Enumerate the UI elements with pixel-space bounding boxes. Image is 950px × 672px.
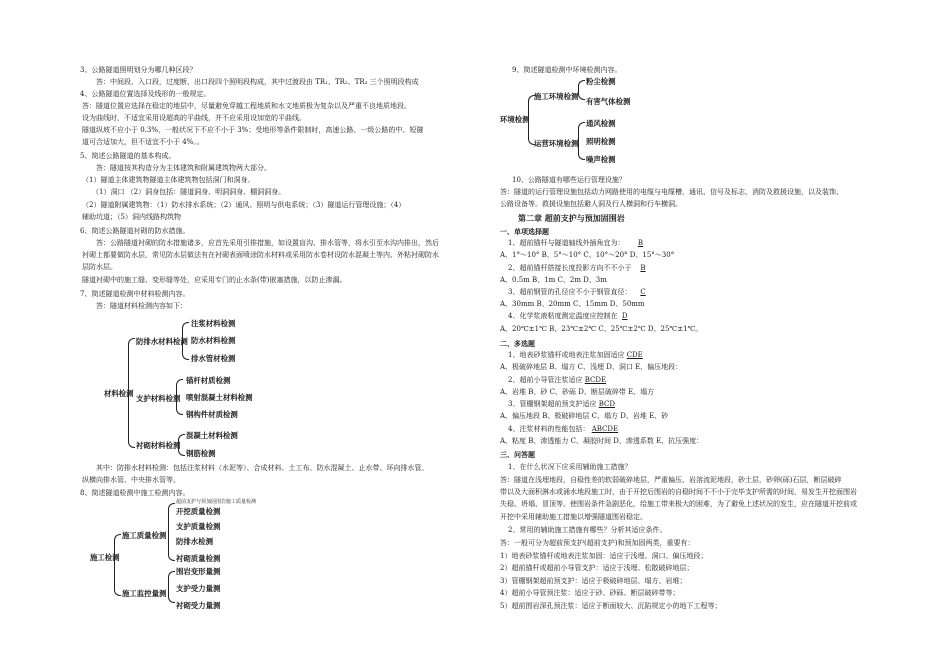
s2-q4-answer: ABCDE	[591, 425, 619, 433]
tree3-group-2: 运营环境检测	[534, 139, 579, 148]
tree3-g2-brace	[578, 122, 585, 160]
tree2-root-brace	[114, 534, 121, 596]
q3-title: 3、公路隧道照明划分为哪几种区段？	[80, 66, 197, 74]
s3-q2-answer-1: 1）地表砂浆锚杆或地表注浆加固：适应于浅埋、洞口、偏压地段；	[500, 552, 708, 560]
s1-q4: 4、化学浆液粘度测定温度应控制在 D	[508, 312, 628, 320]
q5-answer-5: 辅助坑道；（5）洞内线路构筑物	[82, 213, 181, 221]
tree2-g2-brace	[168, 571, 175, 603]
tree1-g1-item-3: 排水管材检测	[191, 354, 236, 363]
s2-q3-answer: BCD	[598, 400, 615, 408]
s2-q2-answer: BCDE	[584, 376, 607, 384]
q6-answer-4: 隧道衬砌中的施工缝、变形缝等处，应采用专门的止水条(带)嵌塞措施，以防止渗漏。	[82, 276, 347, 284]
tree2-g2-item-1: 围岩变形量测	[176, 567, 221, 576]
q10-title: 10、公路隧道有哪些运行管理设施？	[512, 176, 626, 184]
tree1-group-2: 支护材料检测	[136, 394, 181, 403]
tree3-g1-brace	[578, 80, 585, 100]
s2-q4-options: A、粘度 B、渗透能力 C、凝胶时间 D、渗透系数 E、抗压强度：	[500, 437, 704, 445]
s2-q3: 3、管棚钢架超前预支护适应 BCD	[508, 400, 615, 408]
q10-answer-2: 公路设备等。救援设施包括避人洞及行人横洞和行车横洞。	[500, 200, 682, 208]
tree1-g3-brace	[178, 434, 185, 456]
q7-answer: 答：隧道材料检测内容如下：	[96, 302, 187, 310]
s1-q1-options: A、1°～10° B、5°～10° C、10°～20° D、15°～30°	[500, 251, 675, 259]
s3-q1: 1、在什么状况下应采用辅助施工措施？	[508, 463, 632, 471]
tree1-root-brace	[128, 338, 135, 448]
tree2-g1-brace	[168, 503, 175, 561]
tree2-g1-item-2: 开挖质量检测	[176, 507, 221, 516]
s3-q2-answer-3: 3）管棚钢架超前预支护：适应于极破碎地层、塌方、岩堆；	[500, 577, 687, 585]
tree2-g1-item-4: 防排水检测	[176, 537, 213, 546]
tree3-g2-item-2: 照明检测	[586, 137, 616, 146]
s3-q1-answer-2: 带以及大面积淋水或涌水地段施工时，由于开挖后围岩的自稳时间不不小于完毕支护所需的时间，易发生开挖面围岩	[500, 488, 857, 496]
s2-q1-options: A、极破碎地层 B、塌方 C、浅埋 D、洞口 E、偏压地段：	[500, 363, 683, 371]
s1-q2-options: A、0.5m B、1m C、2m D、3m	[500, 276, 607, 284]
s3-q2: 2、常用的辅助施工措施有哪些？分析其适应条件。	[508, 526, 667, 534]
tree1-g2-item-2: 喷射混凝土材料检测	[186, 393, 253, 402]
s3-q1-answer-4: 开挖中采用辅助施工措施以增强隧道围岩稳定。	[500, 513, 647, 521]
tree1-group-1: 防排水材料检测	[136, 337, 188, 346]
q7-title: 7、简述隧道检测中材料检测内容。	[80, 290, 190, 298]
s2-q2: 2、超前小导管注浆适应 BCDE	[508, 376, 607, 384]
s3-q2-answer-4: 4）超前小导管预注浆：适应于砂、砂砾、断层破碎带等；	[500, 589, 680, 597]
s3-q2-answer-2: 2）超前锚杆或超前小导管支护：适应于浅埋、松散破碎地层；	[500, 564, 694, 572]
q5-answer-3: （1）洞口 （2）洞身包括：隧道洞身、明洞洞身、棚洞洞身。	[92, 188, 286, 196]
s1-q3-options: A、30mm B、20mm C、15mm D、50mm	[500, 300, 645, 308]
q9-title: 9、简述隧道检测中环境检测内容。	[512, 66, 622, 74]
tree1-g3-item-1: 混凝土材料检测	[186, 431, 238, 440]
s1-q4-options: A、20℃±1℃ B、23℃±2℃ C、25℃±2℃ D、25℃±1℃。	[500, 325, 703, 333]
s1-q3-answer: C	[640, 288, 646, 296]
tree3-root: 环境检测	[500, 115, 530, 124]
q4-answer-1: 答：隧道位置应选择在稳定的地层中，尽量避免穿越工程地质和水文地质极为复杂以及严重不良地质地段。	[82, 102, 411, 110]
q6-title: 6、简述公路隧道衬砌的防水措施。	[80, 227, 190, 235]
q7-note-1: 其中：防排水材料检测：包括注浆材料（水泥等）、合成材料、土工布、防水混凝土、止水带、环向排水管、	[96, 464, 429, 472]
s3-q1-answer-3: 失稳、坍塌、冒顶等。使围岩条件急剧恶化，给施工带来极大的困难，为了避免上述状况的发生，应在隧道开挖前或	[500, 500, 857, 508]
section-qa: 三、问答题	[500, 450, 535, 459]
q4-answer-2: 设为曲线时，不适宜采用设超高的平曲线，并不应采用设加宽的平曲线。	[82, 114, 306, 122]
tree1-g2-item-3: 钢构件材质检测	[186, 410, 238, 419]
q5-title: 5、简述公路隧道的基本构成。	[80, 152, 176, 160]
tree3-g1-item-1: 粉尘检测	[586, 77, 616, 86]
tree2-g1-item-5: 衬砌质量检测	[176, 554, 221, 563]
s3-q1-answer-1: 答：隧道在浅埋地段，自稳性差的软弱破碎地层，严重偏压、岩溶流泥地段，砂土层，砂卵(砾)石层，断层破碎	[500, 476, 842, 484]
section-single-choice: 一、单项选择题	[500, 227, 549, 236]
tree1-g1-item-2: 防水材料检测	[191, 336, 236, 345]
tree1-g2-brace	[176, 379, 183, 415]
tree2-root: 施工检测	[90, 553, 120, 562]
q4-answer-3: 隧道纵坡不应小于 0.3%，一般状况下不应不小于 3%；受地形等条件限制时，高速公路、一级公路的中、短隧	[82, 126, 424, 134]
tree2-g1-item-3: 支护质量检测	[176, 522, 221, 531]
s2-q2-options: A、岩堆 B、砂 C、砂砾 D、断层破碎带 E、塌方	[500, 388, 655, 396]
q3-answer: 答：中间段、入口段，过度断、出口段四个照明段构成，其中过渡段由 TR₁、TR₂、TR₃ 三个照明段构成	[96, 78, 419, 86]
tree3-group-1: 施工环境检测	[534, 92, 579, 101]
q6-answer-3: 层防水层。	[82, 263, 117, 271]
q5-answer-1: 答：隧道按其构造分为主体建筑和附属建筑物两大部分。	[96, 164, 271, 172]
s2-q1-answer: CDE	[626, 351, 643, 359]
q4-title: 4、公路隧道位置选择及线形的一般规定。	[80, 90, 211, 98]
tree3-g2-item-3: 噪声检测	[586, 155, 616, 164]
section-multi-choice: 二、多选题	[500, 339, 535, 348]
tree3-g1-item-2: 有害气体检测	[586, 97, 631, 106]
s1-q2: 2、超前锚杆搭接长度投影方向不不小于 B	[508, 264, 646, 272]
tree1-g1-brace	[182, 322, 189, 360]
tree1-g2-item-1: 锚杆材质检测	[186, 376, 231, 385]
chapter-2-heading: 第二章 超前支护与预加固围岩	[518, 213, 625, 223]
q8-title: 8、简述隧道检测中施工检测内容。	[80, 489, 190, 497]
tree2-group-2: 施工监控量测	[122, 589, 167, 598]
tree2-group-1: 施工质量检测	[122, 531, 167, 540]
s1-q3: 3、超前钢管的孔径应不小于钢管直径： C	[508, 288, 646, 296]
tree1-g1-item-1: 注浆材料检测	[191, 319, 236, 328]
q6-answer-1: 答：公路隧道衬砌的防水措施诸多，应首先采用引排措施，如设置盲沟、排水管等，将水引至水沟内排出，然后	[96, 239, 439, 247]
s3-q2-answer-0: 答：一般可分为超前预支护(超前支护)和预加固两类，重要有：	[500, 539, 695, 547]
s2-q4: 4、注浆材料的性能包括： ABCDE	[508, 425, 619, 433]
tree3-g2-item-1: 通风检测	[586, 119, 616, 128]
q10-answer-1: 答：隧道的运行管理设施包括动力网路使用的电缆与电缆槽，通讯、信号及标志，消防及救援设施，以及装饰、	[500, 188, 843, 196]
tree2-g1-item-1: 超前支护与预加固围岩施工质量检测	[176, 499, 257, 505]
s2-q1: 1、地表砂浆锚杆或地表注浆加固适应 CDE	[508, 351, 643, 359]
s1-q1: 1、超前锚杆与隧道轴线外插角宜为： B	[508, 239, 643, 247]
tree1-root: 材料检测	[104, 389, 134, 398]
q5-answer-2: （1）隧道主体建筑物隧道主体建筑物包括洞门和洞身。	[82, 176, 255, 184]
s2-q3-options: A、偏压地段 B、极破碎地层 C、塌方 D、岩堆 E、砂	[500, 412, 669, 420]
q4-answer-4: 道可合适加大，但不适宜不小于 4%。。	[82, 138, 204, 146]
q5-answer-4: （2）隧道附属建筑物：（1）防水排水系统；（2）通风、照明与供电系统；（3）隧道运行管理设施；（4）	[82, 201, 406, 209]
s1-q1-answer: B	[637, 239, 643, 247]
tree1-g3-item-2: 钢筋检测	[186, 449, 216, 458]
tree2-g2-item-2: 支护受力量测	[176, 584, 221, 593]
s1-q4-answer: D	[621, 312, 628, 320]
s1-q2-answer: B	[640, 264, 646, 272]
q7-note-2: 纵横向排水管、中央排水管等。	[82, 476, 180, 484]
tree2-g2-item-3: 衬砌受力量测	[176, 601, 221, 610]
tree1-group-3: 衬砌材料检测	[136, 441, 181, 450]
s3-q2-answer-5: 5）超前围岩深孔预注浆：适应于断面较大、沉陷规定小的地下工程等；	[500, 602, 722, 610]
q6-answer-2: 衬砌上都要做防水层，常见防水层做法有在衬砌表面喷涂防水材料或采用防水卷材设防水混凝土等内、外粘衬砌防水	[82, 251, 439, 259]
